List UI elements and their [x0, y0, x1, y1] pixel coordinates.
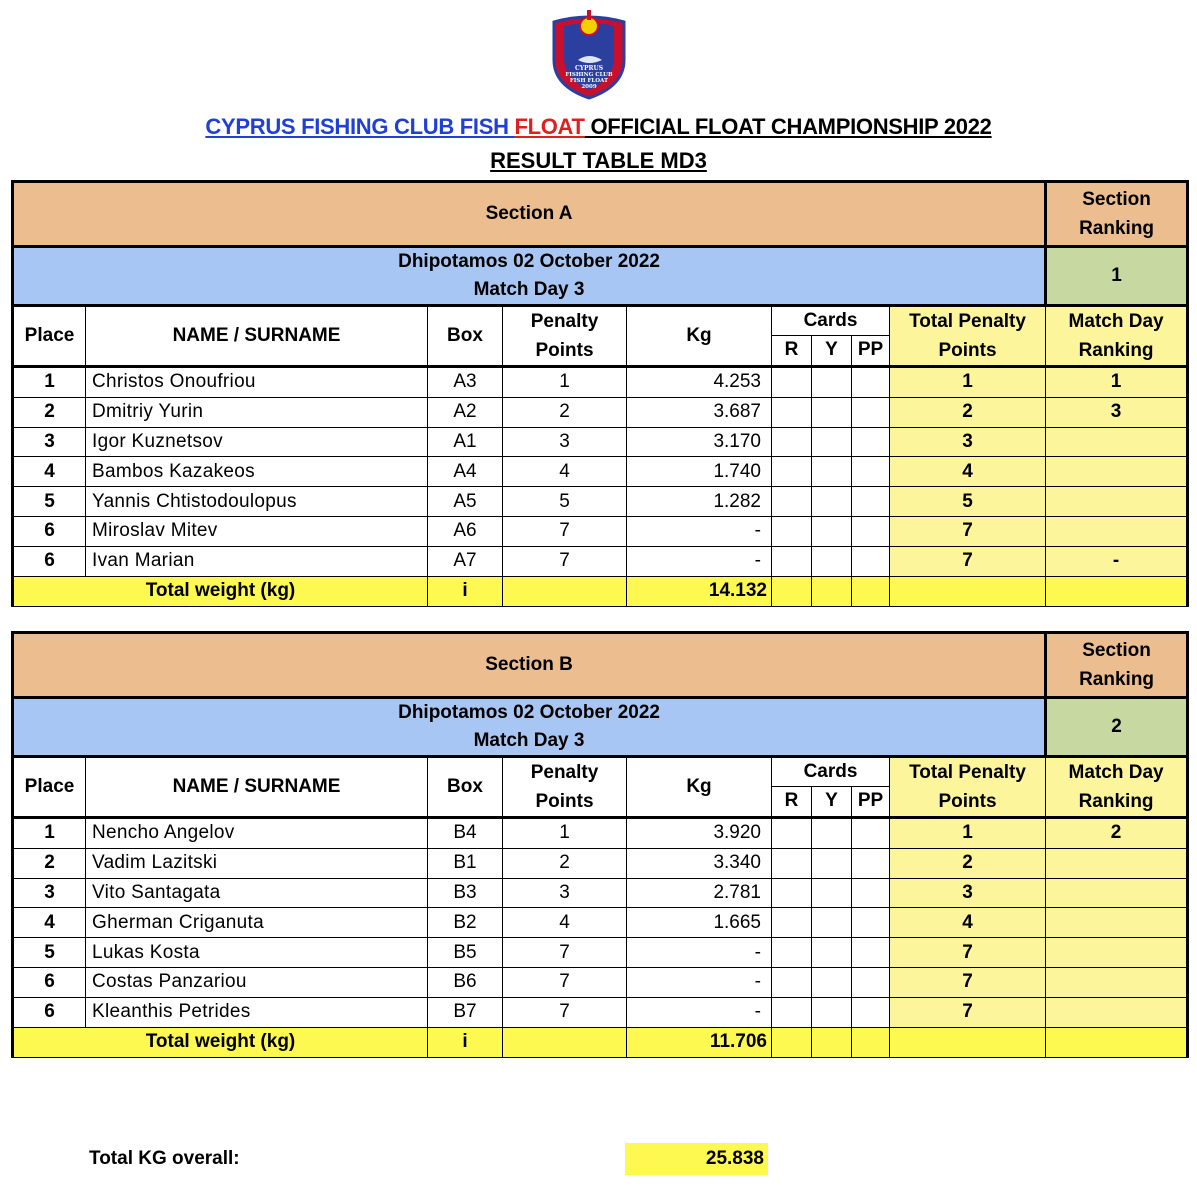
venue-cell	[13, 698, 1046, 757]
cell-penalty: 3	[503, 878, 627, 908]
match-day: Match Day 3	[473, 279, 585, 300]
table-row	[13, 848, 1188, 878]
cell-total-penalty: 1	[890, 818, 1046, 849]
cell-card-pp	[852, 848, 890, 878]
cell-penalty: 3	[503, 427, 627, 457]
cell-card-r	[772, 848, 812, 878]
cell-place: 3	[13, 427, 86, 457]
total-card-r	[772, 1027, 812, 1057]
cell-card-pp	[852, 487, 890, 517]
cell-kg: 4.253	[627, 367, 772, 398]
table-row	[13, 546, 1188, 576]
cell-box: B3	[428, 878, 503, 908]
cell-place: 2	[13, 397, 86, 427]
page-title	[0, 114, 1197, 140]
cell-place: 5	[13, 487, 86, 517]
title-part-2: FLOAT	[514, 114, 585, 139]
cell-kg: 3.170	[627, 427, 772, 457]
cell-name: Vadim Lazitski	[86, 848, 428, 878]
cell-name: Bambos Kazakeos	[86, 457, 428, 487]
total-row	[13, 576, 1188, 606]
cell-name: Ivan Marian	[86, 546, 428, 576]
cell-card-r	[772, 427, 812, 457]
col-card-pp: PP	[852, 335, 890, 366]
cell-place: 6	[13, 967, 86, 997]
cell-kg: -	[627, 546, 772, 576]
table-row	[13, 878, 1188, 908]
col-place: Place	[13, 306, 86, 367]
cell-card-y	[812, 997, 852, 1027]
cell-card-pp	[852, 818, 890, 849]
cell-kg: 3.920	[627, 818, 772, 849]
section-ranking-header: Section Ranking	[1046, 633, 1188, 698]
cell-name: Lukas Kosta	[86, 938, 428, 968]
cell-place: 4	[13, 908, 86, 938]
total-card-pp	[852, 1027, 890, 1057]
cell-box: B6	[428, 967, 503, 997]
cell-card-r	[772, 938, 812, 968]
cell-card-r	[772, 997, 812, 1027]
venue-cell	[13, 247, 1046, 306]
cell-box: B1	[428, 848, 503, 878]
cell-total-penalty: 4	[890, 908, 1046, 938]
table-row	[13, 427, 1188, 457]
total-kg: 14.132	[627, 576, 772, 606]
cell-card-y	[812, 427, 852, 457]
cell-place: 3	[13, 878, 86, 908]
cell-kg: 1.740	[627, 457, 772, 487]
cell-card-pp	[852, 427, 890, 457]
cell-box: A6	[428, 516, 503, 546]
cell-penalty: 4	[503, 457, 627, 487]
cell-card-r	[772, 546, 812, 576]
cell-kg: 1.665	[627, 908, 772, 938]
table-row	[13, 487, 1188, 517]
cell-md-rank	[1046, 848, 1188, 878]
table-row	[13, 818, 1188, 849]
cell-card-y	[812, 848, 852, 878]
cell-name: Igor Kuznetsov	[86, 427, 428, 457]
total-card-y	[812, 1027, 852, 1057]
total-kg: 11.706	[627, 1027, 772, 1057]
cell-card-r	[772, 397, 812, 427]
cell-card-pp	[852, 367, 890, 398]
cell-card-r	[772, 878, 812, 908]
cell-card-y	[812, 878, 852, 908]
cell-total-penalty: 1	[890, 367, 1046, 398]
cell-card-y	[812, 908, 852, 938]
cell-penalty: 1	[503, 818, 627, 849]
total-penalty-empty	[503, 576, 627, 606]
cell-md-rank	[1046, 908, 1188, 938]
col-card-pp: PP	[852, 786, 890, 817]
cell-total-penalty: 7	[890, 546, 1046, 576]
cell-md-rank: 2	[1046, 818, 1188, 849]
cell-kg: 3.340	[627, 848, 772, 878]
cell-card-pp	[852, 908, 890, 938]
cell-total-penalty: 7	[890, 997, 1046, 1027]
col-name: NAME / SURNAME	[86, 306, 428, 367]
cell-penalty: 7	[503, 997, 627, 1027]
cell-penalty: 5	[503, 487, 627, 517]
col-cards: Cards	[772, 306, 890, 336]
cell-card-r	[772, 367, 812, 398]
cell-total-penalty: 3	[890, 427, 1046, 457]
cell-penalty: 1	[503, 367, 627, 398]
col-kg: Kg	[627, 306, 772, 367]
section-a-table	[11, 180, 1189, 607]
cell-md-rank	[1046, 487, 1188, 517]
total-label: Total weight (kg)	[13, 576, 428, 606]
cell-card-r	[772, 457, 812, 487]
match-day: Match Day 3	[473, 730, 585, 751]
cell-box: A7	[428, 546, 503, 576]
cell-card-y	[812, 367, 852, 398]
section-b-table	[11, 631, 1189, 1058]
cell-kg: 1.282	[627, 487, 772, 517]
cell-md-rank	[1046, 878, 1188, 908]
logo-text-2: FISHING CLUB	[565, 72, 613, 78]
cell-penalty: 4	[503, 908, 627, 938]
col-kg: Kg	[627, 757, 772, 818]
table-row	[13, 457, 1188, 487]
cell-place: 6	[13, 516, 86, 546]
cell-name: Kleanthis Petrides	[86, 997, 428, 1027]
cell-md-rank: 3	[1046, 397, 1188, 427]
cell-name: Yannis Chtistodoulopus	[86, 487, 428, 517]
cell-place: 1	[13, 367, 86, 398]
cell-card-y	[812, 546, 852, 576]
cell-card-pp	[852, 457, 890, 487]
cell-card-pp	[852, 546, 890, 576]
cell-card-pp	[852, 997, 890, 1027]
cell-name: Christos Onoufriou	[86, 367, 428, 398]
cell-card-y	[812, 938, 852, 968]
section-title: Section A	[13, 182, 1046, 247]
cell-place: 6	[13, 997, 86, 1027]
col-penalty: Penalty Points	[503, 306, 627, 367]
cell-total-penalty: 7	[890, 516, 1046, 546]
cell-name: Vito Santagata	[86, 878, 428, 908]
section-title: Section B	[13, 633, 1046, 698]
cell-total-penalty: 2	[890, 848, 1046, 878]
col-box: Box	[428, 306, 503, 367]
col-penalty: Penalty Points	[503, 757, 627, 818]
cell-box: A4	[428, 457, 503, 487]
cell-card-r	[772, 908, 812, 938]
total-label: Total weight (kg)	[13, 1027, 428, 1057]
cell-box: B5	[428, 938, 503, 968]
col-box: Box	[428, 757, 503, 818]
col-total-penalty: Total Penalty Points	[890, 306, 1046, 367]
cell-penalty: 7	[503, 938, 627, 968]
total-card-y	[812, 576, 852, 606]
cell-card-pp	[852, 397, 890, 427]
col-card-r: R	[772, 786, 812, 817]
section-ranking-header: Section Ranking	[1046, 182, 1188, 247]
cell-name: Gherman Criganuta	[86, 908, 428, 938]
cell-card-pp	[852, 938, 890, 968]
cell-box: A1	[428, 427, 503, 457]
cell-place: 2	[13, 848, 86, 878]
table-row	[13, 397, 1188, 427]
cell-card-y	[812, 397, 852, 427]
cell-card-y	[812, 487, 852, 517]
table-row	[13, 997, 1188, 1027]
cell-md-rank: -	[1046, 546, 1188, 576]
cell-box: A2	[428, 397, 503, 427]
cell-total-penalty: 2	[890, 397, 1046, 427]
cell-md-rank	[1046, 516, 1188, 546]
cell-box: A5	[428, 487, 503, 517]
cell-md-rank: 1	[1046, 367, 1188, 398]
table-row	[13, 938, 1188, 968]
cell-total-penalty: 4	[890, 457, 1046, 487]
section-rank-value: 1	[1046, 247, 1188, 306]
col-md-ranking: Match Day Ranking	[1046, 757, 1188, 818]
total-tp-empty	[890, 576, 1046, 606]
cell-penalty: 2	[503, 397, 627, 427]
cell-card-r	[772, 967, 812, 997]
cell-total-penalty: 5	[890, 487, 1046, 517]
cell-kg: -	[627, 938, 772, 968]
cell-place: 5	[13, 938, 86, 968]
total-mdr-empty	[1046, 576, 1188, 606]
page-subtitle: RESULT TABLE MD3	[490, 148, 707, 173]
cell-name: Miroslav Mitev	[86, 516, 428, 546]
venue-date: Dhipotamos 02 October 2022	[398, 251, 660, 272]
club-logo	[546, 8, 632, 100]
logo-text-4: 2009	[581, 84, 597, 90]
cell-card-pp	[852, 878, 890, 908]
cell-kg: -	[627, 967, 772, 997]
cell-box: A3	[428, 367, 503, 398]
venue-date: Dhipotamos 02 October 2022	[398, 702, 660, 723]
cell-card-pp	[852, 967, 890, 997]
cell-total-penalty: 3	[890, 878, 1046, 908]
cell-box: B7	[428, 997, 503, 1027]
cell-card-y	[812, 516, 852, 546]
cell-card-y	[812, 967, 852, 997]
cell-place: 1	[13, 818, 86, 849]
total-card-pp	[852, 576, 890, 606]
total-card-r	[772, 576, 812, 606]
table-row	[13, 516, 1188, 546]
title-part-1: CYPRUS FISHING CLUB FISH	[205, 114, 515, 139]
cell-kg: -	[627, 997, 772, 1027]
cell-name: Nencho Angelov	[86, 818, 428, 849]
cell-md-rank	[1046, 427, 1188, 457]
cell-box: B2	[428, 908, 503, 938]
cell-md-rank	[1046, 997, 1188, 1027]
total-mdr-empty	[1046, 1027, 1188, 1057]
cell-card-y	[812, 818, 852, 849]
total-row	[13, 1027, 1188, 1057]
cell-card-pp	[852, 516, 890, 546]
overall-label: Total KG overall:	[89, 1148, 240, 1169]
table-row	[13, 367, 1188, 398]
table-row	[13, 967, 1188, 997]
cell-penalty: 7	[503, 546, 627, 576]
cell-place: 6	[13, 546, 86, 576]
cell-md-rank	[1046, 967, 1188, 997]
total-box: i	[428, 576, 503, 606]
col-place: Place	[13, 757, 86, 818]
cell-kg: 3.687	[627, 397, 772, 427]
col-total-penalty: Total Penalty Points	[890, 757, 1046, 818]
cell-kg: 2.781	[627, 878, 772, 908]
cell-name: Dmitriy Yurin	[86, 397, 428, 427]
col-md-ranking: Match Day Ranking	[1046, 306, 1188, 367]
cell-md-rank	[1046, 457, 1188, 487]
cell-card-y	[812, 457, 852, 487]
col-card-y: Y	[812, 786, 852, 817]
total-box: i	[428, 1027, 503, 1057]
col-cards: Cards	[772, 757, 890, 787]
cell-card-r	[772, 516, 812, 546]
cell-total-penalty: 7	[890, 938, 1046, 968]
total-penalty-empty	[503, 1027, 627, 1057]
col-card-r: R	[772, 335, 812, 366]
logo-text-1: CYPRUS	[574, 65, 604, 72]
cell-box: B4	[428, 818, 503, 849]
table-row	[13, 908, 1188, 938]
col-card-y: Y	[812, 335, 852, 366]
cell-card-r	[772, 818, 812, 849]
section-rank-value: 2	[1046, 698, 1188, 757]
cell-penalty: 2	[503, 848, 627, 878]
cell-total-penalty: 7	[890, 967, 1046, 997]
cell-penalty: 7	[503, 516, 627, 546]
cell-kg: -	[627, 516, 772, 546]
cell-name: Costas Panzariou	[86, 967, 428, 997]
total-tp-empty	[890, 1027, 1046, 1057]
logo-text-3: FISH FLOAT	[569, 78, 609, 84]
overall-value: 25.838	[625, 1143, 768, 1175]
title-part-3: OFFICIAL FLOAT CHAMPIONSHIP 2022	[584, 114, 992, 139]
cell-md-rank	[1046, 938, 1188, 968]
cell-card-r	[772, 487, 812, 517]
cell-place: 4	[13, 457, 86, 487]
cell-penalty: 7	[503, 967, 627, 997]
col-name: NAME / SURNAME	[86, 757, 428, 818]
